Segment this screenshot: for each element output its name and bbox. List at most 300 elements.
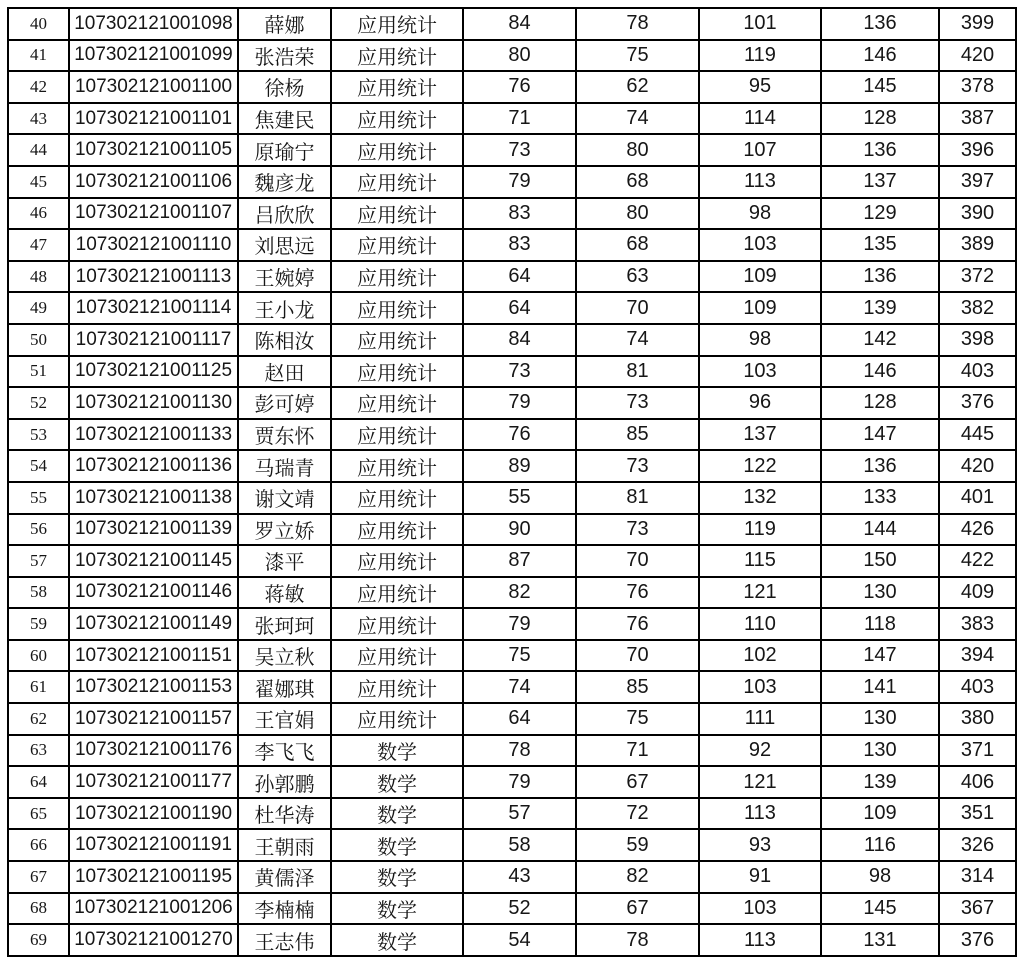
- major-cell: 应用统计: [331, 514, 463, 546]
- score-3-cell: 113: [699, 798, 821, 830]
- candidate-id-cell: 107302121001107: [69, 198, 238, 230]
- score-2-cell: 80: [576, 198, 699, 230]
- major-cell: 应用统计: [331, 292, 463, 324]
- score-4-cell: 130: [821, 735, 939, 767]
- student-name-cell: 李楠楠: [238, 893, 331, 925]
- total-score-cell: 403: [939, 671, 1016, 703]
- table-row: [8, 545, 1016, 577]
- candidate-id-cell: 107302121001139: [69, 514, 238, 546]
- table-row: [8, 166, 1016, 198]
- table-row: [8, 861, 1016, 893]
- score-4-cell: 136: [821, 261, 939, 293]
- table-row: [8, 482, 1016, 514]
- major-cell: 数学: [331, 798, 463, 830]
- total-score-cell: 387: [939, 103, 1016, 135]
- score-2-cell: 74: [576, 324, 699, 356]
- total-score-cell: 389: [939, 229, 1016, 261]
- total-score-cell: 401: [939, 482, 1016, 514]
- row-number-cell: 42: [8, 71, 69, 103]
- score-4-cell: 109: [821, 798, 939, 830]
- row-number-cell: 58: [8, 577, 69, 609]
- score-1-cell: 90: [463, 514, 576, 546]
- score-1-cell: 84: [463, 324, 576, 356]
- student-name-cell: 薛娜: [238, 8, 331, 40]
- row-number-cell: 50: [8, 324, 69, 356]
- score-2-cell: 59: [576, 829, 699, 861]
- score-2-cell: 73: [576, 450, 699, 482]
- candidate-id-cell: 107302121001151: [69, 640, 238, 672]
- major-cell: 应用统计: [331, 71, 463, 103]
- score-4-cell: 116: [821, 829, 939, 861]
- total-score-cell: 382: [939, 292, 1016, 324]
- table-row: [8, 324, 1016, 356]
- score-4-cell: 147: [821, 419, 939, 451]
- student-name-cell: 王小龙: [238, 292, 331, 324]
- total-score-cell: 376: [939, 924, 1016, 956]
- major-cell: 应用统计: [331, 40, 463, 72]
- student-name-cell: 谢文靖: [238, 482, 331, 514]
- total-score-cell: 372: [939, 261, 1016, 293]
- student-name-cell: 王官娟: [238, 703, 331, 735]
- row-number-cell: 69: [8, 924, 69, 956]
- row-number-cell: 61: [8, 671, 69, 703]
- row-number-cell: 48: [8, 261, 69, 293]
- score-3-cell: 109: [699, 292, 821, 324]
- total-score-cell: 420: [939, 450, 1016, 482]
- score-2-cell: 63: [576, 261, 699, 293]
- total-score-cell: 426: [939, 514, 1016, 546]
- score-1-cell: 79: [463, 766, 576, 798]
- candidate-id-cell: 107302121001113: [69, 261, 238, 293]
- score-3-cell: 103: [699, 671, 821, 703]
- student-name-cell: 孙郭鹏: [238, 766, 331, 798]
- student-name-cell: 杜华涛: [238, 798, 331, 830]
- candidate-id-cell: 107302121001145: [69, 545, 238, 577]
- score-4-cell: 145: [821, 893, 939, 925]
- candidate-id-cell: 107302121001101: [69, 103, 238, 135]
- candidate-id-cell: 107302121001125: [69, 356, 238, 388]
- score-3-cell: 92: [699, 735, 821, 767]
- score-4-cell: 128: [821, 103, 939, 135]
- row-number-cell: 46: [8, 198, 69, 230]
- table-row: [8, 292, 1016, 324]
- major-cell: 应用统计: [331, 545, 463, 577]
- candidate-id-cell: 107302121001153: [69, 671, 238, 703]
- score-3-cell: 95: [699, 71, 821, 103]
- score-3-cell: 113: [699, 166, 821, 198]
- score-1-cell: 76: [463, 71, 576, 103]
- score-2-cell: 73: [576, 387, 699, 419]
- score-3-cell: 103: [699, 229, 821, 261]
- major-cell: 应用统计: [331, 608, 463, 640]
- score-1-cell: 64: [463, 292, 576, 324]
- score-4-cell: 150: [821, 545, 939, 577]
- score-3-cell: 101: [699, 8, 821, 40]
- score-1-cell: 78: [463, 735, 576, 767]
- score-1-cell: 71: [463, 103, 576, 135]
- score-1-cell: 89: [463, 450, 576, 482]
- candidate-id-cell: 107302121001149: [69, 608, 238, 640]
- table-row: [8, 419, 1016, 451]
- table-row: [8, 893, 1016, 925]
- candidate-id-cell: 107302121001099: [69, 40, 238, 72]
- score-2-cell: 68: [576, 229, 699, 261]
- score-1-cell: 58: [463, 829, 576, 861]
- total-score-cell: 351: [939, 798, 1016, 830]
- row-number-cell: 65: [8, 798, 69, 830]
- score-1-cell: 79: [463, 166, 576, 198]
- score-4-cell: 139: [821, 292, 939, 324]
- major-cell: 应用统计: [331, 229, 463, 261]
- student-name-cell: 翟娜琪: [238, 671, 331, 703]
- major-cell: 应用统计: [331, 356, 463, 388]
- table-row: [8, 356, 1016, 388]
- score-2-cell: 76: [576, 577, 699, 609]
- score-3-cell: 98: [699, 198, 821, 230]
- score-4-cell: 131: [821, 924, 939, 956]
- table-row: [8, 229, 1016, 261]
- row-number-cell: 64: [8, 766, 69, 798]
- table-row: [8, 766, 1016, 798]
- score-1-cell: 64: [463, 261, 576, 293]
- table-row: [8, 735, 1016, 767]
- candidate-id-cell: 107302121001106: [69, 166, 238, 198]
- score-3-cell: 119: [699, 514, 821, 546]
- candidate-id-cell: 107302121001110: [69, 229, 238, 261]
- row-number-cell: 57: [8, 545, 69, 577]
- student-name-cell: 刘思远: [238, 229, 331, 261]
- row-number-cell: 67: [8, 861, 69, 893]
- score-4-cell: 130: [821, 703, 939, 735]
- student-name-cell: 彭可婷: [238, 387, 331, 419]
- score-3-cell: 137: [699, 419, 821, 451]
- major-cell: 应用统计: [331, 103, 463, 135]
- student-name-cell: 吕欣欣: [238, 198, 331, 230]
- row-number-cell: 51: [8, 356, 69, 388]
- score-1-cell: 79: [463, 387, 576, 419]
- row-number-cell: 43: [8, 103, 69, 135]
- score-2-cell: 73: [576, 514, 699, 546]
- student-name-cell: 赵田: [238, 356, 331, 388]
- score-1-cell: 87: [463, 545, 576, 577]
- score-1-cell: 79: [463, 608, 576, 640]
- score-1-cell: 83: [463, 198, 576, 230]
- score-3-cell: 119: [699, 40, 821, 72]
- score-4-cell: 130: [821, 577, 939, 609]
- score-2-cell: 67: [576, 766, 699, 798]
- row-number-cell: 40: [8, 8, 69, 40]
- score-table-body: [8, 8, 1016, 956]
- table-row: [8, 703, 1016, 735]
- candidate-id-cell: 107302121001191: [69, 829, 238, 861]
- score-2-cell: 62: [576, 71, 699, 103]
- major-cell: 应用统计: [331, 577, 463, 609]
- score-4-cell: 133: [821, 482, 939, 514]
- candidate-id-cell: 107302121001130: [69, 387, 238, 419]
- row-number-cell: 66: [8, 829, 69, 861]
- score-4-cell: 144: [821, 514, 939, 546]
- score-1-cell: 84: [463, 8, 576, 40]
- major-cell: 数学: [331, 735, 463, 767]
- score-4-cell: 128: [821, 387, 939, 419]
- score-4-cell: 145: [821, 71, 939, 103]
- candidate-id-cell: 107302121001190: [69, 798, 238, 830]
- score-4-cell: 137: [821, 166, 939, 198]
- row-number-cell: 60: [8, 640, 69, 672]
- row-number-cell: 52: [8, 387, 69, 419]
- score-3-cell: 111: [699, 703, 821, 735]
- student-name-cell: 王朝雨: [238, 829, 331, 861]
- student-name-cell: 徐杨: [238, 71, 331, 103]
- candidate-id-cell: 107302121001195: [69, 861, 238, 893]
- score-3-cell: 93: [699, 829, 821, 861]
- score-4-cell: 139: [821, 766, 939, 798]
- score-4-cell: 118: [821, 608, 939, 640]
- total-score-cell: 394: [939, 640, 1016, 672]
- score-3-cell: 115: [699, 545, 821, 577]
- score-4-cell: 136: [821, 450, 939, 482]
- candidate-id-cell: 107302121001098: [69, 8, 238, 40]
- major-cell: 数学: [331, 861, 463, 893]
- total-score-cell: 422: [939, 545, 1016, 577]
- candidate-id-cell: 107302121001146: [69, 577, 238, 609]
- score-2-cell: 85: [576, 419, 699, 451]
- table-row: [8, 829, 1016, 861]
- total-score-cell: 406: [939, 766, 1016, 798]
- score-3-cell: 110: [699, 608, 821, 640]
- score-4-cell: 129: [821, 198, 939, 230]
- score-3-cell: 113: [699, 924, 821, 956]
- total-score-cell: 390: [939, 198, 1016, 230]
- score-3-cell: 132: [699, 482, 821, 514]
- score-2-cell: 75: [576, 703, 699, 735]
- total-score-cell: 376: [939, 387, 1016, 419]
- row-number-cell: 44: [8, 134, 69, 166]
- score-2-cell: 70: [576, 292, 699, 324]
- score-3-cell: 96: [699, 387, 821, 419]
- total-score-cell: 367: [939, 893, 1016, 925]
- major-cell: 应用统计: [331, 134, 463, 166]
- table-row: [8, 261, 1016, 293]
- table-row: [8, 640, 1016, 672]
- candidate-id-cell: 107302121001176: [69, 735, 238, 767]
- total-score-cell: 399: [939, 8, 1016, 40]
- total-score-cell: 314: [939, 861, 1016, 893]
- score-3-cell: 107: [699, 134, 821, 166]
- table-row: [8, 514, 1016, 546]
- score-3-cell: 114: [699, 103, 821, 135]
- score-1-cell: 73: [463, 356, 576, 388]
- score-2-cell: 68: [576, 166, 699, 198]
- student-name-cell: 张珂珂: [238, 608, 331, 640]
- score-1-cell: 76: [463, 419, 576, 451]
- student-name-cell: 罗立娇: [238, 514, 331, 546]
- table-row: [8, 924, 1016, 956]
- student-name-cell: 魏彦龙: [238, 166, 331, 198]
- student-name-cell: 漆平: [238, 545, 331, 577]
- candidate-id-cell: 107302121001105: [69, 134, 238, 166]
- score-3-cell: 109: [699, 261, 821, 293]
- student-name-cell: 吴立秋: [238, 640, 331, 672]
- major-cell: 应用统计: [331, 450, 463, 482]
- major-cell: 应用统计: [331, 8, 463, 40]
- score-3-cell: 121: [699, 766, 821, 798]
- score-2-cell: 81: [576, 482, 699, 514]
- total-score-cell: 398: [939, 324, 1016, 356]
- score-2-cell: 72: [576, 798, 699, 830]
- score-2-cell: 70: [576, 640, 699, 672]
- major-cell: 数学: [331, 893, 463, 925]
- score-table: [7, 7, 1017, 957]
- major-cell: 应用统计: [331, 166, 463, 198]
- score-1-cell: 43: [463, 861, 576, 893]
- major-cell: 应用统计: [331, 482, 463, 514]
- candidate-id-cell: 107302121001270: [69, 924, 238, 956]
- major-cell: 应用统计: [331, 703, 463, 735]
- student-name-cell: 陈相汝: [238, 324, 331, 356]
- score-3-cell: 98: [699, 324, 821, 356]
- score-2-cell: 78: [576, 924, 699, 956]
- score-2-cell: 74: [576, 103, 699, 135]
- candidate-id-cell: 107302121001138: [69, 482, 238, 514]
- score-4-cell: 135: [821, 229, 939, 261]
- student-name-cell: 蒋敏: [238, 577, 331, 609]
- row-number-cell: 56: [8, 514, 69, 546]
- total-score-cell: 409: [939, 577, 1016, 609]
- score-4-cell: 146: [821, 356, 939, 388]
- table-row: [8, 198, 1016, 230]
- row-number-cell: 45: [8, 166, 69, 198]
- major-cell: 应用统计: [331, 198, 463, 230]
- score-2-cell: 80: [576, 134, 699, 166]
- total-score-cell: 378: [939, 71, 1016, 103]
- major-cell: 应用统计: [331, 387, 463, 419]
- score-1-cell: 55: [463, 482, 576, 514]
- score-1-cell: 74: [463, 671, 576, 703]
- table-row: [8, 671, 1016, 703]
- score-1-cell: 80: [463, 40, 576, 72]
- score-4-cell: 147: [821, 640, 939, 672]
- score-3-cell: 91: [699, 861, 821, 893]
- row-number-cell: 59: [8, 608, 69, 640]
- score-2-cell: 75: [576, 40, 699, 72]
- table-row: [8, 798, 1016, 830]
- score-1-cell: 52: [463, 893, 576, 925]
- total-score-cell: 397: [939, 166, 1016, 198]
- score-1-cell: 54: [463, 924, 576, 956]
- score-2-cell: 71: [576, 735, 699, 767]
- student-name-cell: 张浩荣: [238, 40, 331, 72]
- major-cell: 数学: [331, 766, 463, 798]
- table-row: [8, 387, 1016, 419]
- score-2-cell: 76: [576, 608, 699, 640]
- row-number-cell: 47: [8, 229, 69, 261]
- score-1-cell: 75: [463, 640, 576, 672]
- row-number-cell: 62: [8, 703, 69, 735]
- student-name-cell: 焦建民: [238, 103, 331, 135]
- table-row: [8, 577, 1016, 609]
- student-name-cell: 贾东怀: [238, 419, 331, 451]
- table-row: [8, 8, 1016, 40]
- student-name-cell: 原瑜宁: [238, 134, 331, 166]
- candidate-id-cell: 107302121001177: [69, 766, 238, 798]
- score-3-cell: 103: [699, 893, 821, 925]
- score-4-cell: 142: [821, 324, 939, 356]
- major-cell: 应用统计: [331, 261, 463, 293]
- table-row: [8, 103, 1016, 135]
- major-cell: 应用统计: [331, 324, 463, 356]
- student-name-cell: 王志伟: [238, 924, 331, 956]
- candidate-id-cell: 107302121001114: [69, 292, 238, 324]
- candidate-id-cell: 107302121001136: [69, 450, 238, 482]
- row-number-cell: 63: [8, 735, 69, 767]
- row-number-cell: 54: [8, 450, 69, 482]
- candidate-id-cell: 107302121001117: [69, 324, 238, 356]
- candidate-id-cell: 107302121001157: [69, 703, 238, 735]
- student-name-cell: 李飞飞: [238, 735, 331, 767]
- score-4-cell: 98: [821, 861, 939, 893]
- score-1-cell: 82: [463, 577, 576, 609]
- score-2-cell: 67: [576, 893, 699, 925]
- total-score-cell: 420: [939, 40, 1016, 72]
- score-1-cell: 83: [463, 229, 576, 261]
- total-score-cell: 383: [939, 608, 1016, 640]
- score-2-cell: 81: [576, 356, 699, 388]
- student-name-cell: 黄儒泽: [238, 861, 331, 893]
- score-1-cell: 73: [463, 134, 576, 166]
- student-name-cell: 马瑞青: [238, 450, 331, 482]
- score-4-cell: 146: [821, 40, 939, 72]
- score-1-cell: 64: [463, 703, 576, 735]
- total-score-cell: 403: [939, 356, 1016, 388]
- score-2-cell: 78: [576, 8, 699, 40]
- total-score-cell: 445: [939, 419, 1016, 451]
- candidate-id-cell: 107302121001133: [69, 419, 238, 451]
- table-row: [8, 134, 1016, 166]
- major-cell: 数学: [331, 924, 463, 956]
- score-4-cell: 141: [821, 671, 939, 703]
- candidate-id-cell: 107302121001206: [69, 893, 238, 925]
- student-name-cell: 王婉婷: [238, 261, 331, 293]
- row-number-cell: 53: [8, 419, 69, 451]
- table-row: [8, 608, 1016, 640]
- total-score-cell: 396: [939, 134, 1016, 166]
- table-row: [8, 450, 1016, 482]
- row-number-cell: 55: [8, 482, 69, 514]
- table-row: [8, 40, 1016, 72]
- major-cell: 应用统计: [331, 640, 463, 672]
- score-4-cell: 136: [821, 8, 939, 40]
- score-3-cell: 122: [699, 450, 821, 482]
- score-3-cell: 103: [699, 356, 821, 388]
- total-score-cell: 371: [939, 735, 1016, 767]
- score-3-cell: 121: [699, 577, 821, 609]
- score-2-cell: 82: [576, 861, 699, 893]
- score-4-cell: 136: [821, 134, 939, 166]
- score-2-cell: 70: [576, 545, 699, 577]
- row-number-cell: 68: [8, 893, 69, 925]
- major-cell: 应用统计: [331, 419, 463, 451]
- score-2-cell: 85: [576, 671, 699, 703]
- major-cell: 应用统计: [331, 671, 463, 703]
- total-score-cell: 326: [939, 829, 1016, 861]
- table-row: [8, 71, 1016, 103]
- score-3-cell: 102: [699, 640, 821, 672]
- row-number-cell: 41: [8, 40, 69, 72]
- score-1-cell: 57: [463, 798, 576, 830]
- major-cell: 数学: [331, 829, 463, 861]
- candidate-id-cell: 107302121001100: [69, 71, 238, 103]
